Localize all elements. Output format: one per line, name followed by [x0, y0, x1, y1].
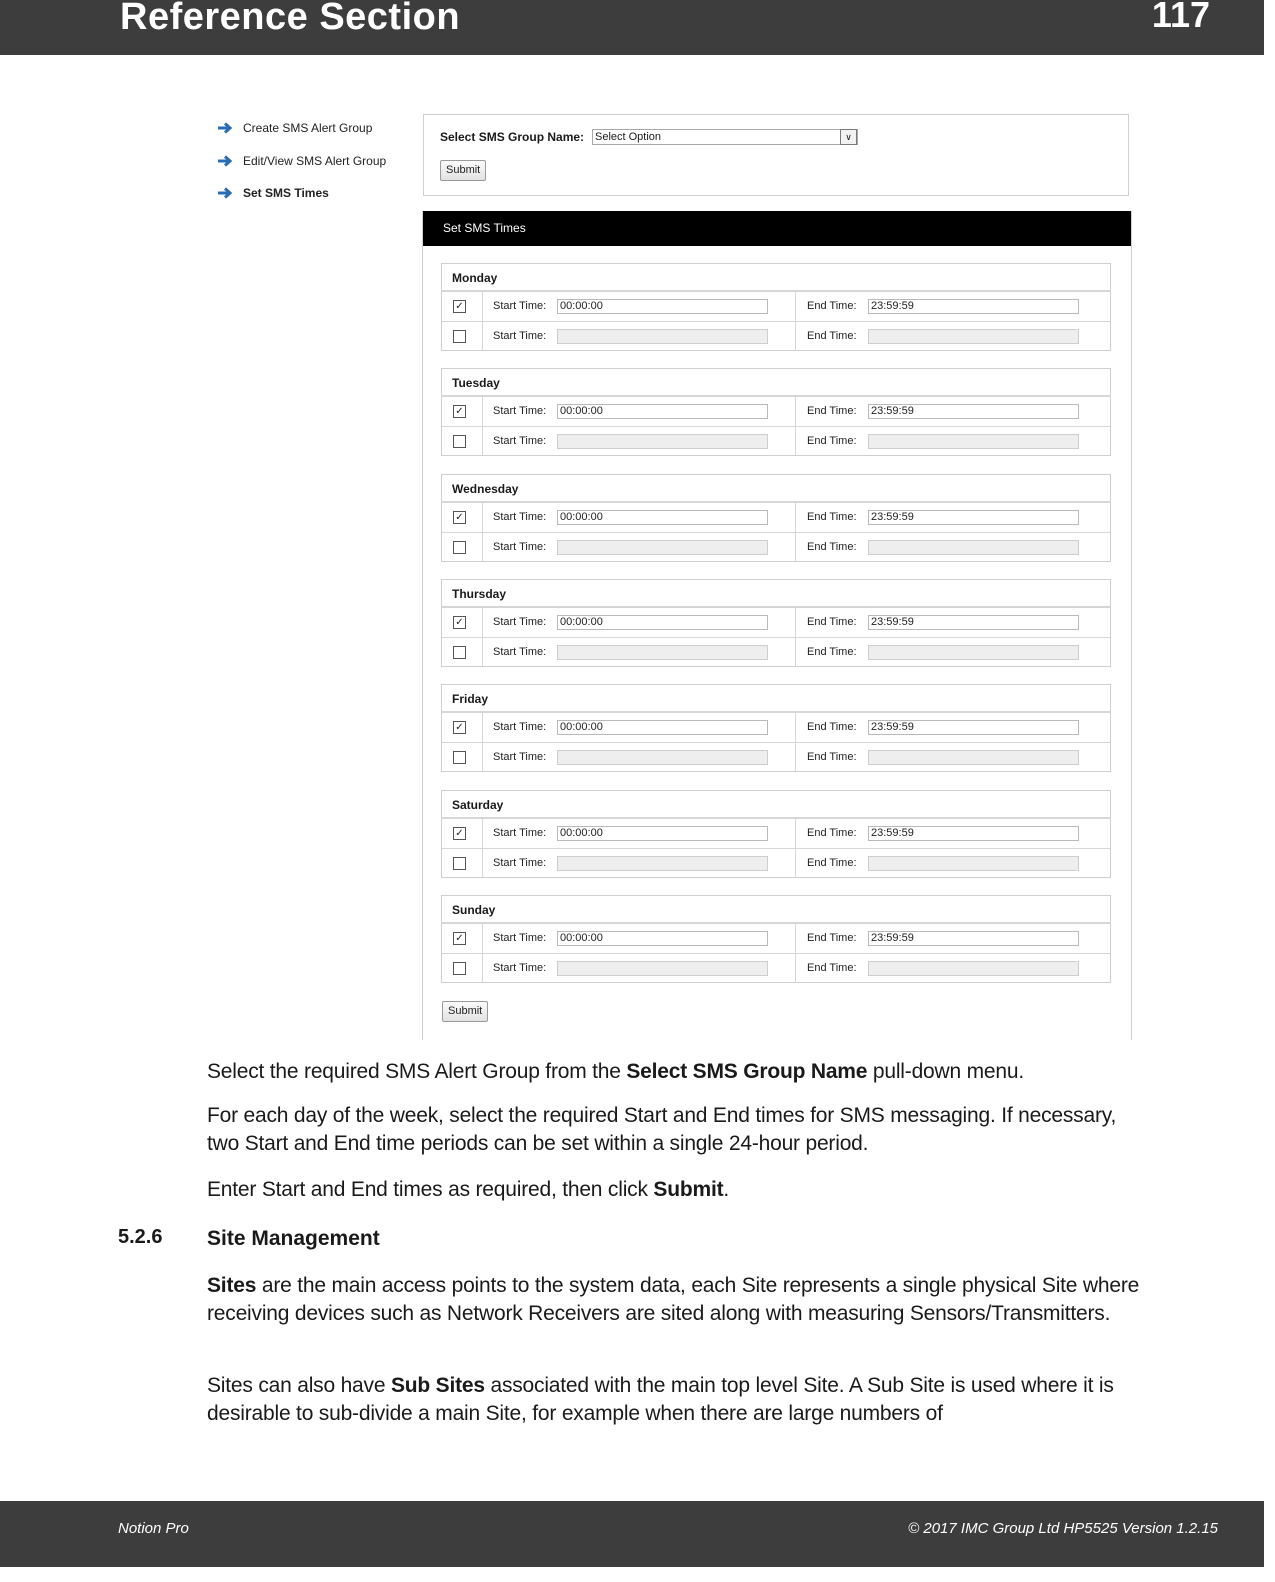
nav-edit-view-sms-alert-group[interactable] — [217, 145, 386, 178]
time-row-2 — [442, 638, 1110, 666]
arrow-right-icon — [217, 187, 235, 199]
time-row-1 — [442, 713, 1110, 743]
panel-title: Set SMS Times — [443, 221, 526, 235]
end-time-input[interactable]: 23:59:59 — [868, 826, 1079, 841]
submit-button[interactable]: Submit — [440, 160, 486, 181]
day-block-saturday — [441, 790, 1111, 878]
enable-checkbox[interactable]: ✓ — [453, 616, 466, 629]
end-time-label: End Time: — [807, 405, 857, 417]
enable-checkbox[interactable] — [453, 541, 466, 554]
time-row-1 — [442, 924, 1110, 954]
day-name: Saturday — [452, 798, 504, 812]
end-time-input[interactable]: 23:59:59 — [868, 615, 1079, 630]
start-time-label: Start Time: — [493, 962, 547, 974]
start-time-label: Start Time: — [493, 646, 547, 658]
time-row-2 — [442, 849, 1110, 877]
day-block-thursday — [441, 579, 1111, 667]
enable-checkbox[interactable]: ✓ — [453, 827, 466, 840]
end-time-label: End Time: — [807, 541, 857, 553]
end-time-label: End Time: — [807, 932, 857, 944]
start-time-input[interactable] — [557, 750, 768, 765]
end-time-label: End Time: — [807, 330, 857, 342]
start-time-label: Start Time: — [493, 300, 547, 312]
nav-label: Edit/View SMS Alert Group — [243, 153, 387, 168]
enable-checkbox[interactable] — [453, 751, 466, 764]
end-time-input[interactable] — [868, 540, 1079, 555]
end-time-label: End Time: — [807, 646, 857, 658]
enable-checkbox[interactable]: ✓ — [453, 511, 466, 524]
time-row-2 — [442, 427, 1110, 455]
enable-checkbox[interactable] — [453, 435, 466, 448]
nav-set-sms-times[interactable] — [217, 177, 386, 210]
start-time-input[interactable] — [557, 961, 768, 976]
day-name: Thursday — [452, 587, 507, 601]
footer-copyright: © 2017 IMC Group Ltd HP5525 Version 1.2.15 — [908, 1520, 1218, 1537]
nav-label: Set SMS Times — [243, 186, 329, 201]
end-time-label: End Time: — [807, 857, 857, 869]
start-time-label: Start Time: — [493, 330, 547, 342]
start-time-input[interactable] — [557, 645, 768, 660]
section-number: 5.2.6 — [118, 1226, 163, 1248]
end-time-input[interactable] — [868, 961, 1079, 976]
start-time-label: Start Time: — [493, 721, 547, 733]
start-time-input[interactable]: 00:00:00 — [557, 826, 768, 841]
nav-label: Create SMS Alert Group — [243, 121, 373, 136]
page-header — [0, 0, 1264, 55]
arrow-right-icon — [217, 122, 235, 134]
end-time-input[interactable]: 23:59:59 — [868, 299, 1079, 314]
enable-checkbox[interactable] — [453, 330, 466, 343]
time-row-2 — [442, 743, 1110, 771]
group-select-box — [423, 114, 1129, 196]
day-block-friday — [441, 684, 1111, 772]
select-group-label: Select SMS Group Name: — [440, 130, 585, 144]
end-time-input[interactable] — [868, 856, 1079, 871]
day-name: Wednesday — [452, 482, 519, 496]
arrow-right-icon — [217, 155, 235, 167]
page-footer — [0, 1501, 1264, 1567]
time-row-1 — [442, 397, 1110, 427]
start-time-label: Start Time: — [493, 435, 547, 447]
start-time-label: Start Time: — [493, 616, 547, 628]
end-time-input[interactable]: 23:59:59 — [868, 720, 1079, 735]
end-time-input[interactable] — [868, 434, 1079, 449]
end-time-label: End Time: — [807, 300, 857, 312]
end-time-input[interactable]: 23:59:59 — [868, 510, 1079, 525]
section-header-title: Reference Section — [120, 0, 461, 38]
start-time-input[interactable]: 00:00:00 — [557, 404, 768, 419]
time-row-1 — [442, 292, 1110, 322]
end-time-label: End Time: — [807, 827, 857, 839]
enable-checkbox[interactable]: ✓ — [453, 721, 466, 734]
time-row-1 — [442, 503, 1110, 533]
paragraph-select-group: Select the required SMS Alert Group from the Select SMS Group Name pull-down menu. — [207, 1060, 1024, 1083]
start-time-label: Start Time: — [493, 511, 547, 523]
end-time-label: End Time: — [807, 962, 857, 974]
start-time-input[interactable] — [557, 540, 768, 555]
enable-checkbox[interactable]: ✓ — [453, 405, 466, 418]
end-time-label: End Time: — [807, 751, 857, 763]
day-block-tuesday — [441, 368, 1111, 456]
day-block-wednesday — [441, 474, 1111, 562]
section-title: Site Management — [207, 1227, 380, 1250]
time-row-2 — [442, 533, 1110, 561]
start-time-input[interactable]: 00:00:00 — [557, 931, 768, 946]
start-time-label: Start Time: — [493, 932, 547, 944]
day-name: Tuesday — [452, 376, 500, 390]
start-time-label: Start Time: — [493, 405, 547, 417]
select-value: Select Option — [595, 131, 662, 143]
end-time-input[interactable] — [868, 329, 1079, 344]
chevron-down-icon[interactable]: ∨ — [840, 129, 857, 145]
paragraph-sub-sites: Sites can also have Sub Sites associated with the main top level Site. A Sub Site is used where it is desirable to sub-divide a main Site, for example when there are large numbers of — [207, 1374, 1114, 1425]
time-row-1 — [442, 608, 1110, 638]
panel-header — [423, 211, 1131, 246]
start-time-input[interactable] — [557, 434, 768, 449]
start-time-label: Start Time: — [493, 827, 547, 839]
time-row-2 — [442, 322, 1110, 350]
start-time-label: Start Time: — [493, 751, 547, 763]
day-name: Sunday — [452, 903, 496, 917]
nav-create-sms-alert-group[interactable] — [217, 112, 386, 145]
end-time-input[interactable]: 23:59:59 — [868, 404, 1079, 419]
enable-checkbox[interactable] — [453, 962, 466, 975]
sms-nav-menu — [217, 112, 386, 210]
day-block-monday — [441, 263, 1111, 351]
enable-checkbox[interactable] — [453, 857, 466, 870]
end-time-label: End Time: — [807, 616, 857, 628]
time-row-2 — [442, 954, 1110, 982]
end-time-label: End Time: — [807, 435, 857, 447]
page-number: 117 — [1151, 0, 1210, 35]
end-time-label: End Time: — [807, 721, 857, 733]
start-time-input[interactable]: 00:00:00 — [557, 615, 768, 630]
submit-times-button[interactable]: Submit — [442, 1001, 488, 1022]
enable-checkbox[interactable] — [453, 646, 466, 659]
day-name: Friday — [452, 692, 489, 706]
paragraph-enter-times: Enter Start and End times as required, then click Submit. — [207, 1178, 730, 1201]
start-time-label: Start Time: — [493, 541, 547, 553]
time-row-1 — [442, 819, 1110, 849]
enable-checkbox[interactable]: ✓ — [453, 300, 466, 313]
paragraph-day-times: For each day of the week, select the required Start and End times for SMS messaging. If necessary, two Start and End time periods can be set within a single 24-hour period. — [207, 1104, 1117, 1155]
start-time-input[interactable]: 00:00:00 — [557, 510, 768, 525]
start-time-input[interactable] — [557, 329, 768, 344]
start-time-input[interactable] — [557, 856, 768, 871]
end-time-input[interactable] — [868, 750, 1079, 765]
sms-group-select[interactable] — [592, 129, 858, 145]
end-time-label: End Time: — [807, 511, 857, 523]
end-time-input[interactable] — [868, 645, 1079, 660]
footer-product: Notion Pro — [118, 1520, 189, 1537]
start-time-input[interactable]: 00:00:00 — [557, 299, 768, 314]
end-time-input[interactable]: 23:59:59 — [868, 931, 1079, 946]
enable-checkbox[interactable]: ✓ — [453, 932, 466, 945]
day-block-sunday — [441, 895, 1111, 983]
start-time-input[interactable]: 00:00:00 — [557, 720, 768, 735]
day-name: Monday — [452, 271, 498, 285]
paragraph-sites: Sites are the main access points to the system data, each Site represents a single physical Site where receiving devices such as Network Receivers are sited along with measuring Sensors/Transmitters. — [207, 1274, 1140, 1325]
start-time-label: Start Time: — [493, 857, 547, 869]
